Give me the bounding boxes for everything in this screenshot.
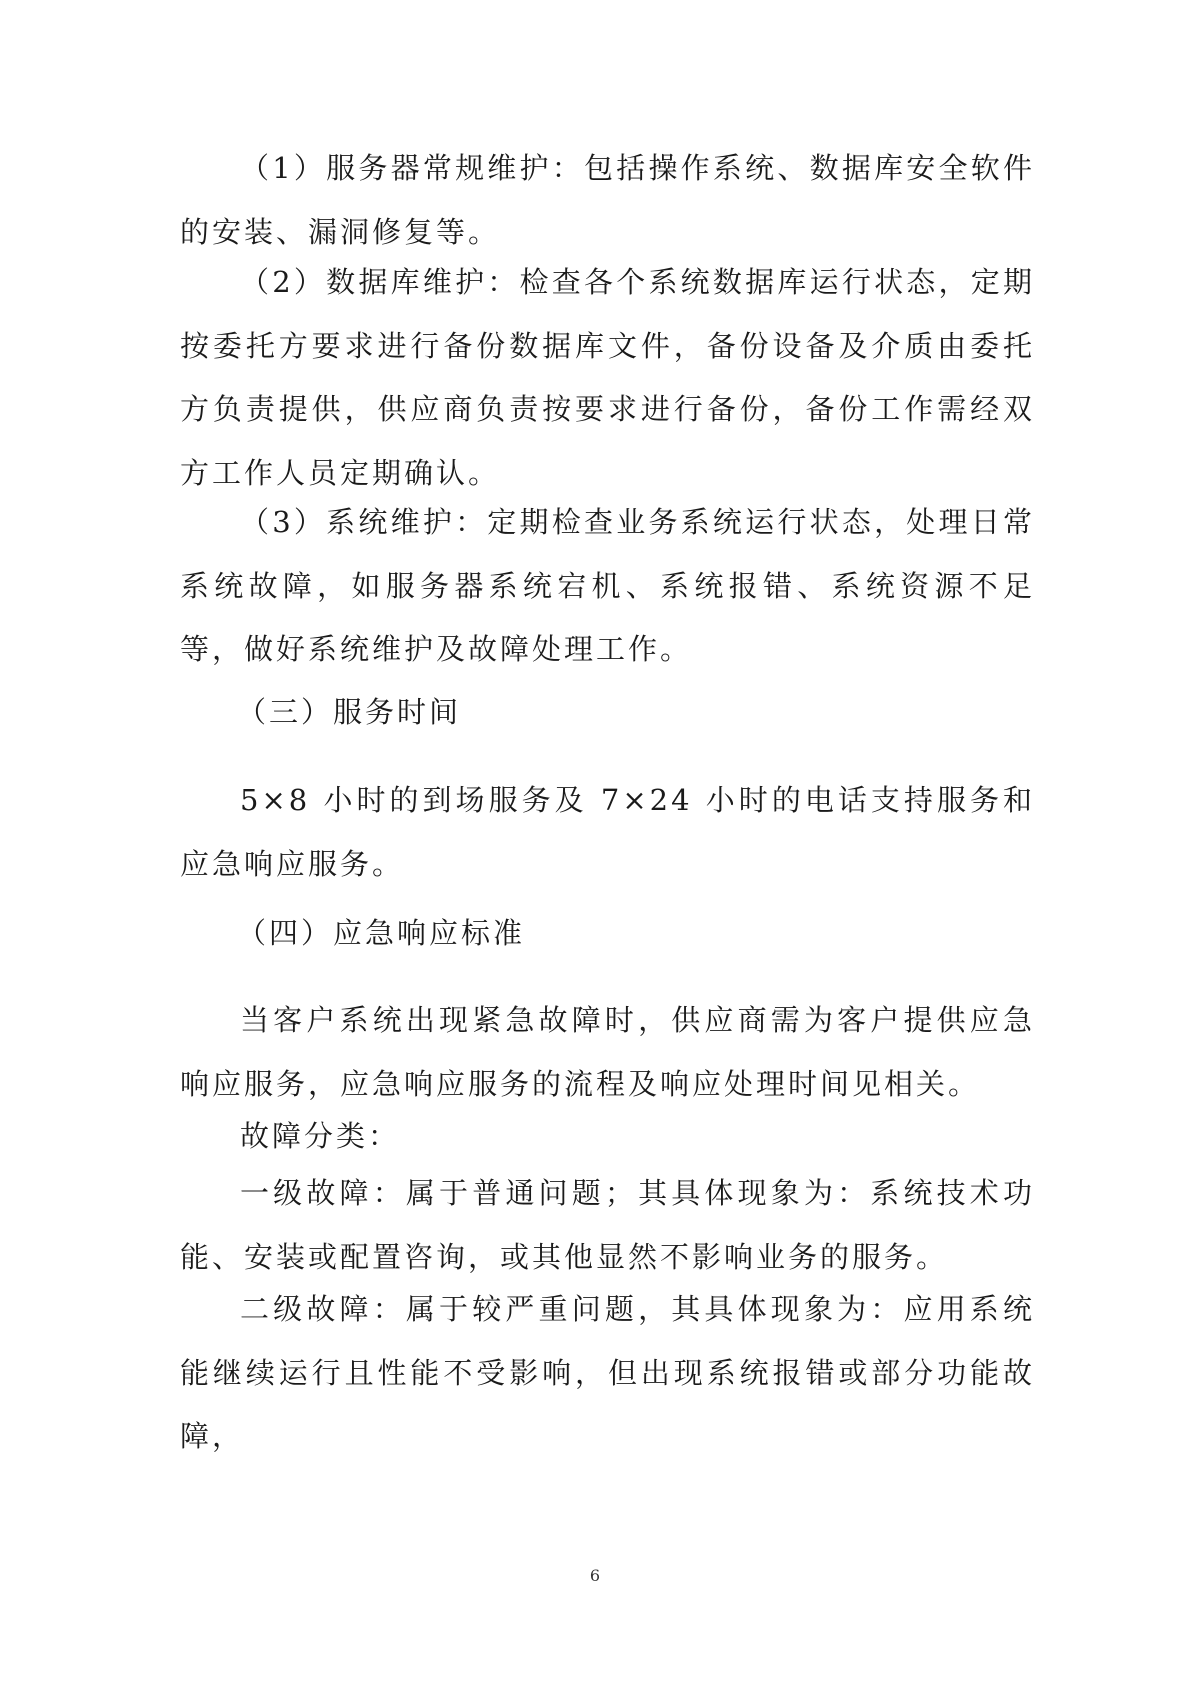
heading-service-time: （三）服务时间	[237, 695, 462, 729]
paragraph-emergency-response: 当客户系统出现紧急故障时，供应商需为客户提供应急响应服务，应急响应服务的流程及响应处理时间见相关。	[180, 1003, 1035, 1101]
paragraph-fault-classification: 故障分类：	[240, 1119, 401, 1153]
heading-emergency-standard: （四）应急响应标准	[237, 916, 526, 950]
paragraph-database-maintenance: （2）数据库维护：检查各个系统数据库运行状态，定期按委托方要求进行备份数据库文件，备份设备及介质由委托方负责提供，供应商负责按要求进行备份，备份工作需经双方工作人员定期确认。	[180, 265, 1035, 490]
paragraph-server-maintenance: （1）服务器常规维护：包括操作系统、数据库安全软件的安装、漏洞修复等。	[180, 151, 1035, 249]
paragraph-level-one-fault: 一级故障：属于普通问题；其具体现象为：系统技术功能、安装或配置咨询，或其他显然不影响业务的服务。	[180, 1176, 1035, 1274]
paragraph-level-two-fault: 二级故障：属于较严重问题，其具体现象为：应用系统能继续运行且性能不受影响，但出现系统报错或部分功能故障，	[180, 1292, 1035, 1453]
paragraph-service-time: 5×8 小时的到场服务及 7×24 小时的电话支持服务和应急响应服务。	[180, 783, 1035, 881]
page-number: 6	[589, 1566, 601, 1585]
paragraph-system-maintenance: （3）系统维护：定期检查业务系统运行状态，处理日常系统故障，如服务器系统宕机、系统报错、系统资源不足等，做好系统维护及故障处理工作。	[180, 505, 1035, 666]
